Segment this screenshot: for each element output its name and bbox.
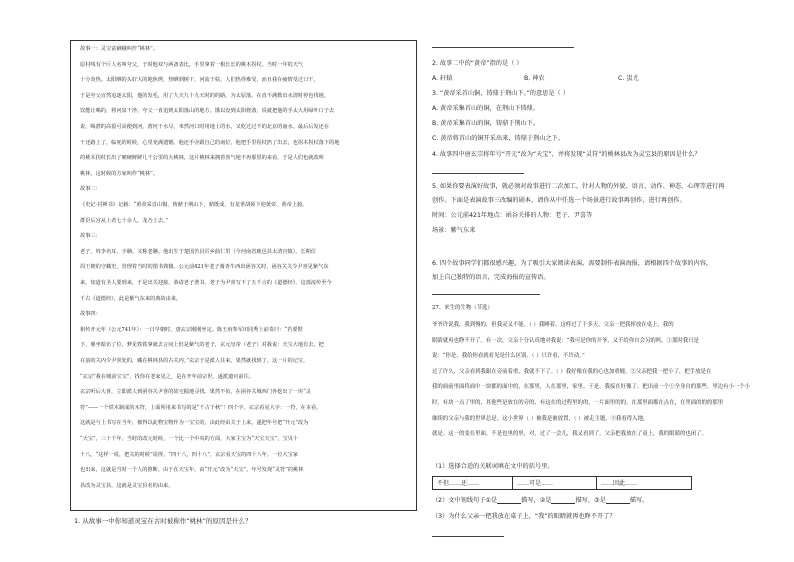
- choice-cell-1: 不但……还……: [433, 477, 513, 489]
- choice-cell-2: ……可是……: [513, 477, 597, 489]
- passage-27-line: 就是。这一的变在里面。不是也里的里，对，过了一会儿，我又看到了。父亲把我放在了桌上，我的眼睛的也闭了。: [432, 431, 707, 438]
- question-5-line-1: 5. 如果你要表演好故事，就必须对故事进行二次加工，针对人物的外貌、语言、动作、神态、心理等进行再: [432, 183, 725, 190]
- story-line: 符”——一个铁木制成的木符，上面所用来书写的是“千古千秋”！四个字。玄宗看见大字：一符，在本看，: [80, 404, 322, 411]
- question-2: 2. 故事二中的“黄帝”指的是（ ）: [432, 60, 523, 67]
- q2-option-b: B. 神农: [524, 75, 545, 82]
- story-line: 下，鼎坐暗访了位，梦见铁铁拿就去言问上但是紫气的老子，玄元皇帝（老子）对我说：天宝大地有去，把: [80, 342, 324, 349]
- question-4: 4. 故事四中唐玄宗将年号“开元”改为“天宝”，并将发现“灵符”的桃林县改为灵宝县的原因是什么？: [432, 151, 701, 158]
- story-line: 群臣后宫从上者七十余人，龙乃上去。”: [80, 217, 169, 224]
- q3-option-b: B. 黄帝采集首山的铜，铸鼎于荆山下。: [432, 120, 540, 127]
- passage-27-line: 爷爷许说我，我到慢的，但我灵又不能。（ ）我睡着。这样过了于多天，父亲一把我摔放在桌上，我的: [432, 322, 674, 328]
- question-6-line-1: 6. 四个故事同学们都很感兴趣，为了吸引大家阅读表演，需要制作表演海报，请根据四个故事的内容，: [432, 260, 713, 267]
- answer-line-q27-3: [432, 536, 504, 537]
- q3-option-c: C. 黄帝将首山的铜开采出来，铸鼎于荆山之下。: [432, 135, 565, 142]
- answer-line-q6: [432, 294, 540, 295]
- q2-option-a: A. 轩辕: [432, 75, 453, 82]
- question-1: 1. 从故事一中你知道灵宝在古时被称作“桃林”的原因是什么？: [74, 517, 252, 525]
- story-line: 这就是与上书写在当年，被得以此物宝物作为一宝宝的，由此经由关于上来，遂把年号把“开元”改为: [80, 420, 309, 427]
- question-27-1: （1）选择合适的关联词填在文中的括号里。: [432, 463, 554, 470]
- conjunction-choice-box: [432, 476, 692, 490]
- story-line: 老子，姓李名耳，字聃。又称老聃。他出生于楚国苦县厉乡曲仁里（今河南省鹿邑县太清宫镇），长期任: [80, 248, 317, 255]
- story-line: 说，喝潜的高很可高便到河，渭河干水尽，米然河口时用地上的水，又吃过过不的北京的南水。最后后发还在: [80, 124, 330, 130]
- story-line: 故事四：: [80, 311, 101, 318]
- passage-27-line: 过了许久，父亲看到我跟在旁前着重，我就不下了。（ ）我好像在我的心也加重缠。②父亲把我一把小了，把手放是在: [432, 368, 712, 375]
- story-line: 玄宗听后大喜，立即派人到函谷关尹喜的故宅掘地寻找。果然不负，在函谷关城西门外挖出了一块“灵: [80, 389, 311, 396]
- story-line: 桃林，这时候的方家叫作“桃林”。: [80, 170, 158, 177]
- q27-2-part-a: （2）文中划线句子①是: [432, 497, 498, 504]
- story-line: 故事一：灵宝富硒哦叫作“桃林”。: [80, 46, 158, 52]
- story-line: 饮能让喝的，将河泉干净。夸父一直追到太阳落山的地方。饿以没到太阳将落，说就把他的手太大用绿叶口子去: [80, 108, 335, 115]
- story-line: “玄宗”我在城前宝宝”，找你在老家见之，是在开年前宗世。遂派遣官前往。: [80, 373, 254, 380]
- story-line: 十八。“这样一说，把关的时候”说得。“四十八，四十八”，玄宗看天宝的四十八年。一位大宝家: [80, 451, 299, 458]
- story-line: 的桃木拐杖长出了硬硬鲜鲜几千公里的大桃林，这片桃林来拥着喜气地不再那里的来看，于是人们也就改叫: [80, 155, 324, 162]
- story-line: 故事三：: [80, 233, 101, 240]
- story-line: 在前的关内令尹喜处的，藏在桃林县的古关内。”玄宗于是派人往来，果然就找到了。这一片的记宝，: [80, 358, 309, 364]
- story-line: 县改为灵宝县，这就是灵宝县名的由来。: [80, 482, 174, 489]
- blank-2[interactable]: [551, 497, 575, 504]
- choice-cell-3: ……因此……: [601, 480, 638, 487]
- story-line: 相传开元年（公元741年）：一日早朝时，唐玄宗刚刚坐定。陈王府参军田同秀上前奏曰：“若要陛: [80, 326, 303, 333]
- passage-27-line: 说：“你是，我给你看就看见是什么区别。（ ）只许看，不许动。”: [432, 353, 585, 360]
- question-27-3: （3）为什么父亲一把我放在桌子上，“我”的眼睛就再也睁不开了？: [432, 513, 616, 520]
- question-5-scene: 场景：紫气东来: [432, 227, 476, 234]
- q3-option-a: A. 黄帝采集首山的铜，在荆山下铸鼎。: [432, 105, 540, 112]
- blank-3[interactable]: [606, 497, 630, 504]
- story-line: 千古《道德经》，此是紫气东来的典故由来。: [80, 295, 182, 302]
- q27-2-part-b: 描写，②是: [521, 497, 552, 504]
- story-line: 也出来，这就是当时一个人的推断。由于在天宝年，由“开元”改为“天宝”。年号发现“灵符”的桃林: [80, 467, 304, 474]
- answer-line-q1-continue: [432, 47, 574, 48]
- passage-27-line: 眼睛就再也睁不开了。有一次，父亲十分认真地对我说：“我可是你的开爷，又不给你自会另的吗。①那时我只是: [432, 337, 699, 344]
- passage-27-line: 我的面前里面将面中一块都的面中的，在那里，人在那里，家里。于是，我接在好像了。把出前一个①全身自的那些。里边有小一个小: [432, 384, 751, 391]
- story-line: 干还路上了，临死的时候，心里充满遗憾。他还手旁跟自己的南位，他把手里拐杖扔了出去，也拐木拐杖落下的地: [80, 139, 340, 146]
- question-6-line-2: 加上自己独特的语言，完成海报的宣传语。: [432, 274, 550, 281]
- blank-1[interactable]: [497, 497, 521, 504]
- story-line: 《史记·封禅书》记载：“黄帝采首山铜，铸鼎于荆山下，鼎既成，有龙垂胡须下迎黄帝，黄帝上骑，: [80, 202, 308, 208]
- story-line: 故事二：: [80, 186, 101, 193]
- story-line: 原村线有个巨人名叫夸父，于时他双与两备表比。手里拿着一根长长的桃木拐杖。当时一年的天气: [80, 61, 304, 68]
- story-line: 周王朝的守藏史，管理着当时的图书典籍。公元前421年老子骑青牛西出函谷关时，函谷关关令尹喜见紫气东: [80, 264, 329, 271]
- story-line: 十分炎热。太阳晒的头好大的地焦烤，热晒到树干，河流干枯。人们热得难受，而且我在疲情受过口干，: [80, 77, 319, 84]
- answer-line-q4: [432, 173, 524, 174]
- passage-27-line: 时，有块一点了里的，其他些是放在的旁的、有这在的过程里的的，一片面里的的。在那里面都在点在，在里面的的的那里: [432, 400, 724, 406]
- q27-2-part-c: 描写，③是: [575, 497, 606, 504]
- question-27-2: [432, 495, 648, 504]
- q2-option-c: C. 蚩尤: [618, 75, 639, 82]
- story-line: “天宝”，三十千年。当时的改元时候，一个比一个中央的方面，大家主宝为“天宝天宝”，宝贝十: [80, 436, 299, 442]
- question-5-line-2: 创作。下面是表演故事三改编的剧本，请你从中任选一个场景进行故事再创作，进行再创作。: [432, 197, 686, 204]
- passage-27-line: 继续的父亲与我的世界总是。这小世界（ ）被我是被放置，（ ）被走主题，③我看得入地，: [432, 415, 649, 422]
- story-line: 来，知道有圣人要到来，于是出关迎接，恭请老子著书。老子为尹喜写下了五千言的《道德经》，这部流传至今: [80, 280, 332, 286]
- story-line: 于是夸父盲然追逐太阳，他的发毛，用了九天九十九天时的的路，为太原落，在直不满数出水清时停也找地。: [80, 92, 330, 99]
- question-5-time-place: 时间：公元前421年地点：函谷关排的人物：老子、尹喜等: [432, 212, 593, 219]
- passage-27-title: 27、来生的生物（节选）: [432, 305, 493, 311]
- question-3: 3. “黄帝采首山铜，铸鼎于荆山下。”的意思是（ ）: [432, 90, 569, 97]
- q27-2-part-d: 描写。: [629, 497, 649, 504]
